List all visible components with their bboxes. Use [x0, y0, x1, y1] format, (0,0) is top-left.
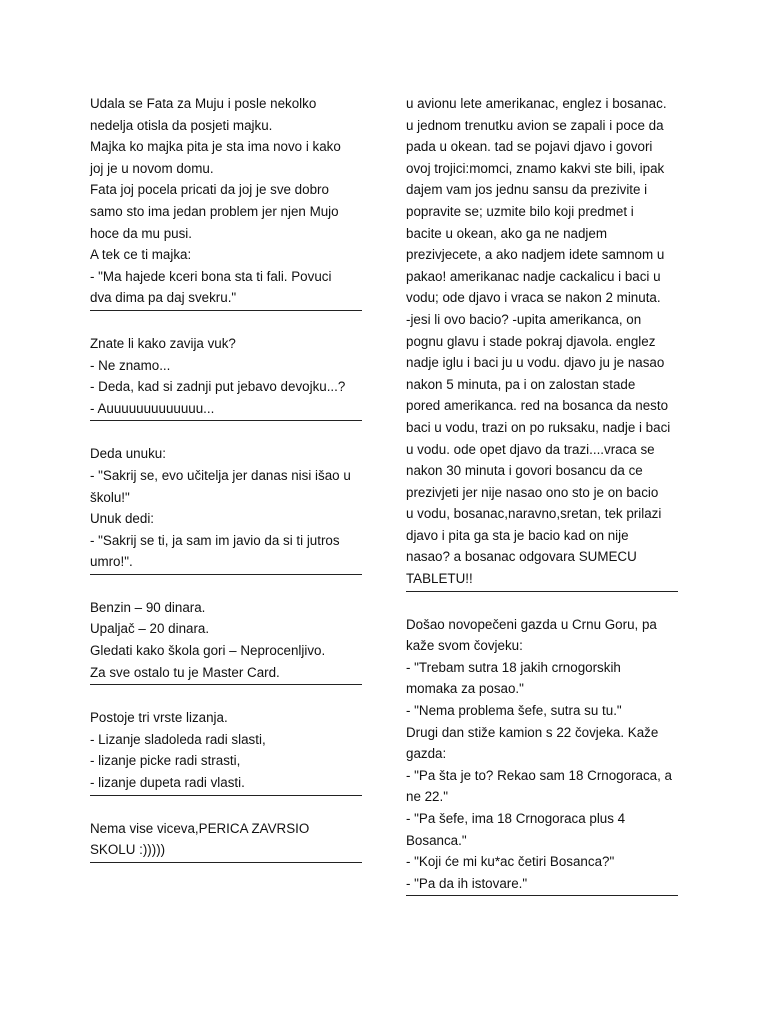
joke-line: Drugi dan stiže kamion s 22 čovjeka. Kaže: [406, 724, 659, 740]
joke-line: pakao! amerikanac nadje cackalicu i baci u: [406, 268, 661, 284]
joke-line: nasao? a bosanac odgovara SUMECU: [406, 549, 637, 565]
joke-line: - "Sakrij se ti, ja sam im javio da si ti jutros: [90, 532, 340, 548]
joke-line: ovoj trojici:momci, znamo kakvi ste bili, ipak: [406, 160, 665, 176]
joke-line: Majka ko majka pita je sta ima novo i kako: [90, 139, 341, 155]
joke-line: Za sve ostalo tu je Master Card.: [90, 664, 280, 680]
joke-line: nedelja otisla da posjeti majku.: [90, 117, 273, 133]
joke-line: momaka za posao.": [406, 681, 524, 697]
joke-line: Nema vise viceva,PERICA ZAVRSIO: [90, 820, 310, 836]
joke-line: Fata joj pocela pricati da joj je sve dobro: [90, 182, 329, 198]
joke-line: prezivjecete, a ako nadjem idete samnom u: [406, 247, 665, 263]
joke-line: u vodu, bosanac,naravno,sretan, tek prilazi: [406, 506, 662, 522]
joke-line: pored amerikanca. red na bosanca da nesto: [406, 398, 669, 414]
joke-line: -jesi li ovo bacio? -upita amerikanca, on: [406, 311, 642, 327]
joke-line: joj je u novom domu.: [90, 160, 214, 176]
joke-line: A tek ce ti majka:: [90, 247, 192, 263]
joke-line: Benzin – 90 dinara.: [90, 599, 206, 615]
joke-line: Postoje tri vrste lizanja.: [90, 710, 228, 726]
joke-lizanje: [90, 707, 362, 795]
joke-perica: [90, 818, 362, 863]
joke-line: Upaljač – 20 dinara.: [90, 621, 210, 637]
joke-crna-gora: [406, 614, 678, 897]
joke-line: umro!".: [90, 554, 133, 570]
joke-line: prezivjeti jer nije nasao ono sto je on bacio: [406, 484, 659, 500]
joke-line: pognu glavu i stade pokraj djavola. englez: [406, 333, 656, 349]
joke-line: Udala se Fata za Muju i posle nekolko: [90, 96, 317, 111]
joke-line: Bosanca.": [406, 832, 467, 848]
joke-line: - "Sakrij se, evo učitelja jer danas nisi išao u: [90, 467, 351, 483]
joke-line: školu!": [90, 489, 130, 505]
joke-line: - "Ma hajede kceri bona sta ti fali. Povuci: [90, 268, 332, 284]
joke-line: popravite se; uzmite bilo koji predmet i: [406, 203, 634, 219]
joke-line: dva dima pa daj svekru.": [90, 290, 237, 306]
joke-line: - Lizanje sladoleda radi slasti,: [90, 731, 266, 747]
joke-line: - Ne znamo...: [90, 357, 171, 373]
joke-line: hoce da mu pusi.: [90, 225, 192, 241]
joke-line: - "Pa šta je to? Rekao sam 18 Crnogoraca, a: [406, 767, 673, 783]
joke-line: ne 22.": [406, 789, 448, 805]
joke-line: djavo i pita ga sta je bacio kad on nije: [406, 527, 629, 543]
joke-line: - "Nema problema šefe, sutra su tu.": [406, 703, 622, 719]
left-column: [90, 93, 362, 863]
joke-line: - "Pa da ih istovare.": [406, 875, 528, 891]
joke-line: TABLETU!!: [406, 571, 473, 587]
joke-vuk: [90, 333, 362, 421]
joke-line: kaže svom čovjeku:: [406, 638, 523, 654]
joke-line: nakon 5 minuta, pa i on zalostan stade: [406, 376, 636, 392]
joke-line: dajem vam jos jednu sansu da prezivite i: [406, 182, 648, 198]
joke-master-card: [90, 597, 362, 685]
joke-line: u avionu lete amerikanac, englez i bosanac.: [406, 96, 667, 111]
joke-line: SKOLU :))))): [90, 842, 166, 858]
joke-line: bacite u okean, ako ga ne nadjem: [406, 225, 608, 241]
joke-line: Gledati kako škola gori – Neprocenljivo.: [90, 643, 326, 659]
joke-line: - "Koji će mi ku*ac četiri Bosanca?": [406, 854, 615, 870]
joke-line: samo sto ima jedan problem jer njen Mujo: [90, 203, 339, 219]
joke-line: - lizanje picke radi strasti,: [90, 753, 241, 769]
joke-line: - Auuuuuuuuuuuuu...: [90, 400, 215, 416]
joke-line: - "Pa šefe, ima 18 Crnogoraca plus 4: [406, 811, 626, 826]
joke-avion: [406, 93, 678, 592]
joke-line: baci u vodu, trazi on po ruksaku, nadje i baci: [406, 419, 671, 435]
joke-line: - lizanje dupeta radi vlasti.: [90, 775, 245, 791]
joke-line: Znate li kako zavija vuk?: [90, 335, 236, 351]
right-column: [406, 93, 678, 896]
joke-line: - Deda, kad si zadnji put jebavo devojku...?: [90, 379, 346, 395]
joke-fata-mujo: [90, 93, 362, 311]
joke-line: gazda:: [406, 746, 447, 762]
joke-line: Deda unuku:: [90, 446, 166, 462]
joke-line: - "Trebam sutra 18 jakih crnogorskih: [406, 659, 621, 675]
joke-deda-unuk: [90, 443, 362, 575]
joke-line: nakon 30 minuta i govori bosancu da ce: [406, 463, 643, 479]
joke-line: vodu; ode djavo i vraca se nakon 2 minuta.: [406, 290, 661, 306]
joke-line: nadje iglu i baci ju u vodu. djavo ju je nasao: [406, 355, 665, 371]
joke-line: pada u okean. tad se pojavi djavo i govori: [406, 139, 653, 155]
joke-line: u vodu. ode opet djavo da trazi....vraca se: [406, 441, 655, 457]
joke-line: Unuk dedi:: [90, 511, 155, 527]
joke-line: Došao novopečeni gazda u Crnu Goru, pa: [406, 616, 657, 632]
joke-line: u jednom trenutku avion se zapali i poce da: [406, 117, 664, 133]
